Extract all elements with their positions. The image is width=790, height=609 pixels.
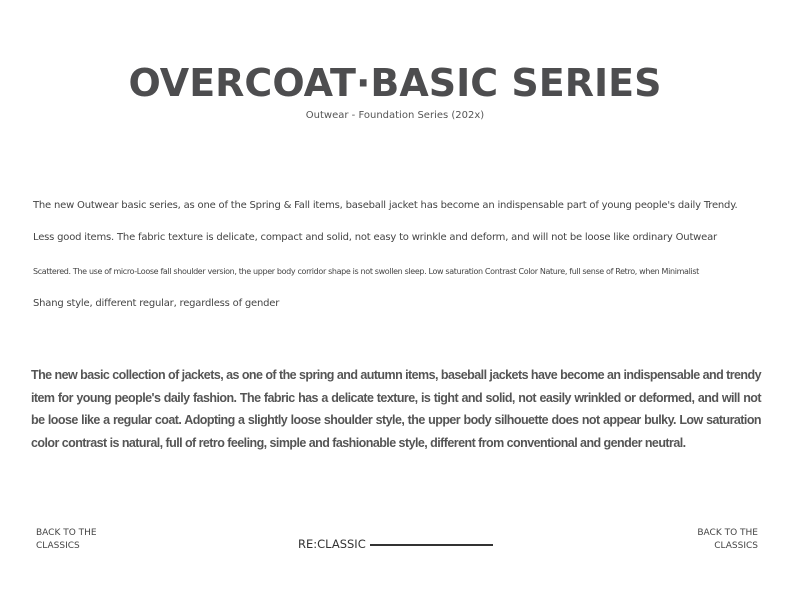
brand-underline	[370, 544, 493, 546]
intro-line-2: Less good items. The fabric texture is delicate, compact and solid, not easy to wrinkle and deform, and will not be loose like ordinary Outwear	[33, 232, 717, 243]
footer-left-caption	[36, 527, 97, 553]
footer-right-caption	[697, 527, 758, 553]
intro-line-1: The new Outwear basic series, as one of the Spring & Fall items, baseball jacket has become an indispensable part of young people's daily Trendy.	[33, 200, 738, 211]
page-title: OVERCOAT·BASIC SERIES	[128, 61, 662, 105]
intro-line-4: Shang style, different regular, regardless of gender	[33, 298, 280, 309]
description-paragraph: The new basic collection of jackets, as one of the spring and autumn items, baseball jackets have become an indispensable and trendy item for young people's daily fashion. The fabric has a delicate texture, is tight and solid, not easily wrinkled or deformed, and will not be loose like a regular coat. Adopting a slightly loose shoulder style, the upper body silhouette does not appear bulky. Low saturation color contrast is natural, full of retro feeling, simple and fashionable style, different from conventional and gender neutral.	[31, 368, 761, 450]
brand-label: RE:CLASSIC	[298, 537, 366, 551]
footer-left-line-1: BACK TO THE	[36, 528, 97, 538]
footer-left-line-2: CLASSICS	[36, 541, 80, 551]
footer-right-line-2: CLASSICS	[714, 541, 758, 551]
page-subtitle: Outwear - Foundation Series (202x)	[305, 110, 485, 121]
footer-right-line-1: BACK TO THE	[697, 528, 758, 538]
intro-line-3: Scattered. The use of micro-Loose fall shoulder version, the upper body corridor shape is not swollen sleep. Low saturation Contrast Color Nature, full sense of Retro, when Minimalist	[33, 267, 699, 276]
